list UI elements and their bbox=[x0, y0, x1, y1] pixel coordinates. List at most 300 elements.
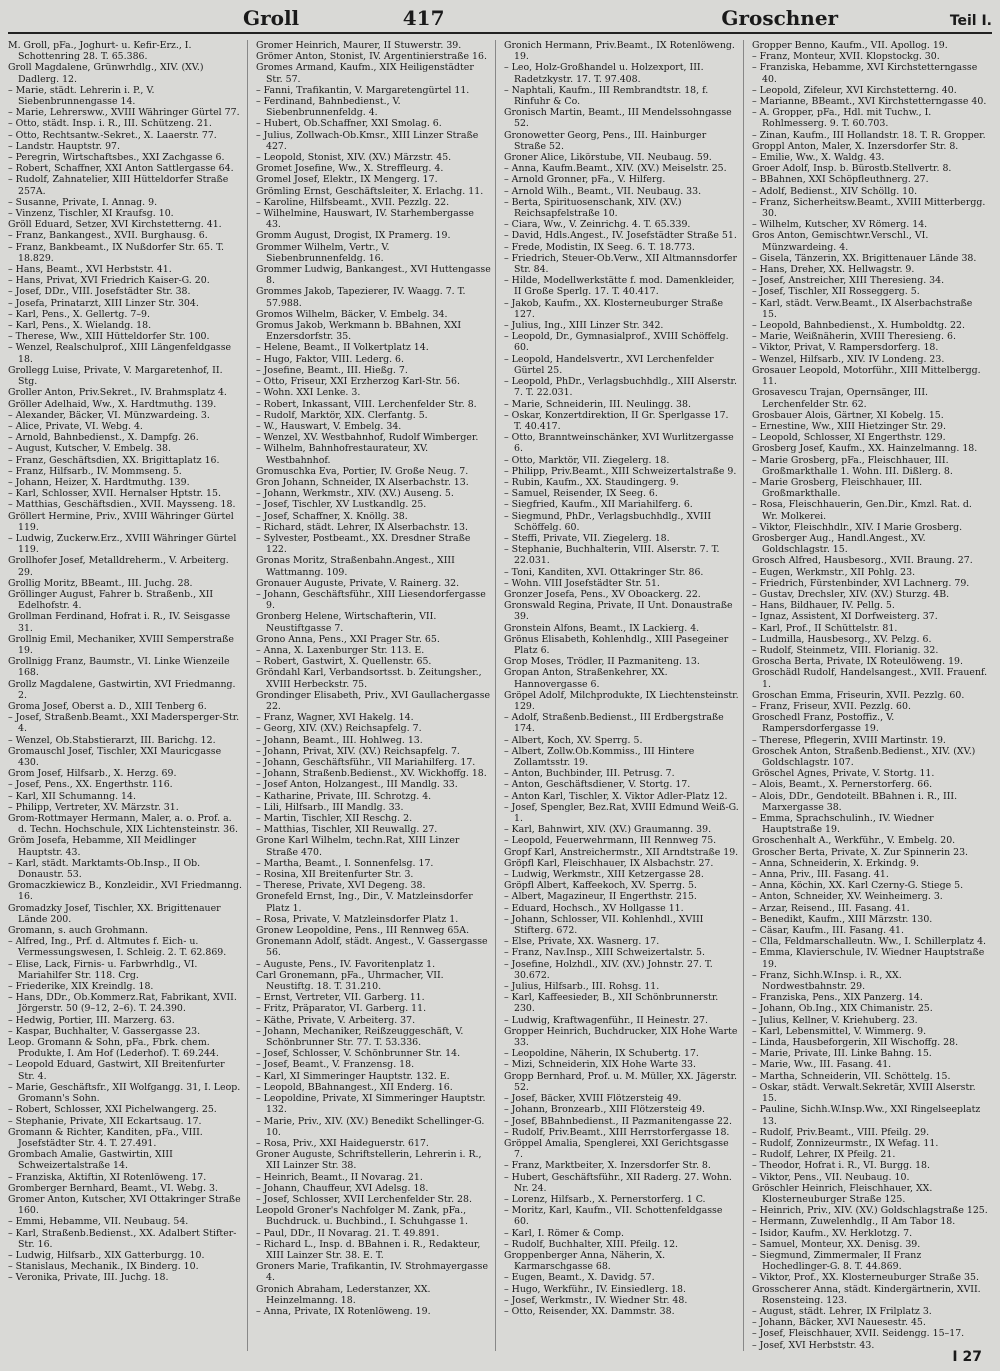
directory-entry: – Hugo, Faktor, VIII. Lederg. 6. bbox=[256, 353, 404, 365]
directory-entry: – Anna, Kaufm.Beamt., XIV. (XV.) Meiselstr. 25. bbox=[504, 163, 727, 175]
directory-entry: – Marianne, BBeamt., XVI Kirchstetterngasse 40. bbox=[752, 96, 987, 108]
directory-entry: – Lorenz, Hilfsarb., X. Pernerstorferg. 1 C. bbox=[504, 1193, 706, 1205]
directory-entry: – Rudolf, Priv.Beamt., XIII Herrstorfergasse 18. bbox=[504, 1126, 730, 1138]
directory-entry: – Anton Karl, Tischler, X. Viktor Adler-Platz 12. bbox=[504, 790, 728, 802]
directory-entry: – Stephanie, Buchhalterin, VIII. Alserstr. 7. T. 22.031. bbox=[504, 544, 720, 567]
directory-entry: – Rosa, Fleischhauerin, Gen.Dir., Kmzl. Rat. d. Wr. Molkerei. bbox=[752, 499, 972, 522]
directory-entry: – Josef, Schlosser, XVII Lerchenfelder Str. 28. bbox=[256, 1193, 472, 1205]
directory-entry: – Zinan, Kaufm., III Hollandstr. 18. T. R. Gropper. bbox=[752, 129, 986, 141]
directory-entry: – Else, Private, XX. Wasnerg. 17. bbox=[504, 936, 660, 948]
directory-entry: Gromet Josefine, Ww., X. Streffleurg. 4. bbox=[256, 163, 444, 175]
directory-entry: – Franz, Bankangest., XVII. Burghausg. 6. bbox=[8, 230, 208, 242]
directory-entry: Gronemann Adolf, städt. Angest., V. Gassergasse 56. bbox=[256, 936, 488, 959]
directory-entry: – Marie, Ww., III. Fasang. 41. bbox=[752, 1059, 892, 1071]
directory-entry: – Hubert, Geschäftsführ., XII Raderg. 27. Wohn. Nr. 24. bbox=[504, 1171, 732, 1194]
directory-entry: Gromes Armand, Kaufm., XIX Heiligenstädter Str. 57. bbox=[256, 62, 474, 85]
directory-entry: Gröll Eduard, Setzer, XVI Kirchstetterng. 41. bbox=[8, 219, 222, 231]
directory-entry: – Robert, Gastwirt, X. Quellenstr. 65. bbox=[256, 656, 432, 668]
directory-entry: Gromaczkiewicz B., Konzleidir., XVI Friedmanng. 16. bbox=[8, 880, 243, 903]
directory-entry: – Marie, Schneiderin, III. Neulingg. 38. bbox=[504, 398, 691, 410]
directory-entry: – Anton, Geschäftsdiener, V. Stortg. 17. bbox=[504, 779, 691, 791]
directory-entry: Groschan Emma, Friseurin, XVII. Pezzlg. 60. bbox=[752, 689, 965, 701]
directory-entry: Grollig Moritz, BBeamt., III. Juchg. 28. bbox=[8, 577, 193, 589]
directory-entry: – Johann, Geschäftsführ., XIII Liesendorfergasse 9. bbox=[256, 588, 486, 612]
directory-entry: – Adolf, Straßenb.Bedienst., III Erdbergstraße 174. bbox=[504, 712, 724, 735]
directory-entry: – Josef, Schaffner, X. Knöllg. 38. bbox=[256, 510, 408, 522]
directory-entry: – Martin, Tischler, XII Reschg. 2. bbox=[256, 813, 413, 825]
directory-entry: – Heinrich, Priv., XIV. (XV.) Goldschlagstraße 125. bbox=[752, 1205, 988, 1217]
directory-entry: – Emilie, Ww., X. Waldg. 43. bbox=[752, 152, 885, 164]
directory-entry: – Karl, Schlosser, XVII. Hernalser Hptstr. 15. bbox=[8, 488, 221, 500]
header-last-name: Groschner bbox=[721, 6, 839, 30]
directory-entry: – Karl, Kaffeesieder, B., XII Schönbrunnerstr. 230. bbox=[504, 992, 719, 1015]
directory-entry: – Fanni, Trafikantin, V. Margaretengürtel 11. bbox=[256, 84, 470, 96]
directory-entry: Grönus Elisabeth, Kohlenhdlg., XIII Pasegeiner Platz 6. bbox=[504, 633, 729, 656]
directory-entry: – Eugen, Beamt., X. Davidg. 57. bbox=[504, 1272, 655, 1284]
directory-entry: – Hedwig, Portier, III. Marzerg. 63. bbox=[8, 1014, 175, 1026]
directory-entry: – Otto, Branntweinschänker, XVI Wurlitzergasse 6. bbox=[504, 432, 734, 455]
directory-entry: – Alfred, Ing., Prf. d. Altmutes f. Eich- u. Vermessungswesen, I. Schleig. 2. T. 62.869. bbox=[8, 936, 227, 959]
directory-entry: – Leopold, Feuerwehrmann, III Rennweg 75. bbox=[504, 835, 717, 847]
directory-entry: – Franz, Monteur, XVII. Klopstockg. 30. bbox=[752, 51, 940, 63]
directory-entry: Groller Anton, Priv.Sekret., IV. Brahmsplatz 4. bbox=[8, 387, 227, 399]
directory-entry: – Karl, Pens., X. Wielandg. 18. bbox=[8, 320, 152, 332]
column-2 bbox=[256, 40, 496, 1351]
directory-entry: – Leopoldine, Private, XI Simmeringer Hauptstr. 132. bbox=[256, 1093, 486, 1116]
directory-entry: – Arnold Wilh., Beamt., VII. Neubaug. 33. bbox=[504, 185, 702, 197]
directory-entry: – August, Kutscher, V. Embelg. 38. bbox=[8, 443, 171, 455]
directory-entry: – Albert, Magazineur, II Engerthstr. 215. bbox=[504, 891, 697, 903]
directory-entry: Gropan Anton, Straßenkehrer, XX. Hannovergasse 6. bbox=[504, 667, 668, 690]
directory-entry: – Leopold, Handelsvertr., XVI Lerchenfelder Gürtel 25. bbox=[504, 353, 714, 376]
directory-entry: – Benedikt, Kaufm., XIII Märzstr. 130. bbox=[752, 913, 933, 925]
directory-entry: – Rosa, Priv., XXI Haideguerstr. 617. bbox=[256, 1137, 429, 1149]
directory-entry: – Matthias, Geschäftsdien., XVII. Maysseng. 18. bbox=[8, 499, 236, 511]
directory-entry: Groschedl Franz, Postoffiz., V. Rampersdorfergasse 19. bbox=[752, 712, 895, 735]
directory-entry: Groschädl Rudolf, Handelsangest., XVII. Frauenf. 1. bbox=[752, 667, 988, 690]
directory-entry: – Cäsar, Kaufm., III. Fasang. 41. bbox=[752, 925, 905, 937]
directory-entry: – Rudolf, Buchhalter, XIII. Pfeilg. 12. bbox=[504, 1238, 679, 1250]
directory-entry: Gropper Benno, Kaufm., VII. Apollog. 19. bbox=[752, 40, 948, 51]
directory-entry: – Gisela, Tänzerin, XX. Brigittenauer Lände 38. bbox=[752, 252, 977, 264]
directory-entry: Groer Adolf, Insp. b. Bürostb.Stellvertr. 8. bbox=[752, 163, 952, 175]
directory-entry: – Naphtali, Kaufm., III Rembrandtstr. 18, f. Rinfuhr & Co. bbox=[504, 84, 709, 108]
directory-entry: – Josef, Pens., XX. Engerthstr. 116. bbox=[8, 779, 173, 791]
directory-entry: Gromer Heinrich, Maurer, II Stuwerstr. 39. bbox=[256, 40, 462, 51]
directory-entry: – Karl, I. Römer & Comp. bbox=[504, 1227, 624, 1239]
directory-entry: – Johann, Beamt., III. Hohlweg. 13. bbox=[256, 734, 423, 746]
directory-entry: – Franz, Sichh.W.Insp. i. R., XX. Nordwestbahnstr. 29. bbox=[752, 969, 902, 993]
directory-entry: – Samuel, Reisender, IX Seeg. 6. bbox=[504, 488, 658, 500]
directory-entry: Grollegg Luise, Private, V. Margaretenhof, II. Stg. bbox=[8, 364, 223, 388]
column-3 bbox=[504, 40, 744, 1351]
directory-entry: Grommer Wilhelm, Vertr., V. Siebenbrunnenfeldg. 16. bbox=[256, 241, 390, 264]
directory-entry: – Wenzel, XV. Westbahnhof, Rudolf Wimberger. bbox=[256, 432, 479, 444]
directory-entry: – Marie, Lehrersww., XVIII Währinger Gürtel 77. bbox=[8, 107, 240, 119]
directory-entry: – Wohn. VIII Josefstädter Str. 51. bbox=[504, 577, 660, 589]
directory-entry: Gronowetter Georg, Pens., III. Hainburger Straße 52. bbox=[504, 129, 707, 152]
directory-entry: – Josef, Spengler, Bez.Rat, XVIII Edmund Weiß-G. 1. bbox=[504, 801, 739, 825]
directory-entry: Grom-Rottmayer Hermann, Maler, a. o. Prof. a. d. Techn. Hochschule, XIX Lichtensteinstr. 36. bbox=[8, 813, 239, 836]
directory-entry: – Josef, Tischler, XV Lustkandlg. 25. bbox=[256, 499, 427, 511]
directory-entry: Grono Anna, Pens., XXI Prager Str. 65. bbox=[256, 633, 440, 645]
directory-entry: – Leopold, Dr., Gymnasialprof., XVIII Schöffelg. 60. bbox=[504, 331, 729, 354]
directory-entry: Gropp Bernhard, Prof. u. M. Müller, XX. Jägerstr. 52. bbox=[504, 1070, 737, 1093]
volume-part: Teil I. bbox=[949, 13, 992, 29]
directory-entry: – Hermann, Zuwelenhdlg., II Am Tabor 18. bbox=[752, 1216, 956, 1228]
directory-entry: – Anton, Buchbinder, III. Petrusg. 7. bbox=[504, 768, 675, 780]
directory-entry: Gröpel Adolf, Milchprodukte, IX Liechtensteinstr. 129. bbox=[504, 689, 739, 712]
directory-entry: Gronich Abraham, Lederstanzer, XX. Heinzelmanng. 18. bbox=[256, 1283, 431, 1306]
directory-entry: Groner Auguste, Schriftstellerin, Lehrerin i. R., XII Lainzer Str. 38. bbox=[256, 1149, 482, 1172]
directory-entry: – Viktor, Privat, V. Rampersdorferg. 18. bbox=[752, 342, 939, 354]
directory-entry: – Franz, Nav.Insp., XIII Schweizertalstr. 5. bbox=[504, 947, 705, 959]
directory-entry: – Hugo, Werkführ., IV. Einsiedlerg. 18. bbox=[504, 1283, 686, 1295]
directory-entry: – Karl, XI Simmeringer Hauptstr. 132. E. bbox=[256, 1070, 450, 1082]
page-header bbox=[8, 6, 992, 34]
directory-entry: – Peregrin, Wirtschaftsbes., XXI Zachgasse 6. bbox=[8, 152, 225, 164]
directory-entry: Gröschel Agnes, Private, V. Stortg. 11. bbox=[752, 768, 935, 780]
directory-entry: Gröpfl Karl, Fleischhauer, IX Alsbachstr. 27. bbox=[504, 857, 714, 869]
directory-entry: – Josef, DDr., VIII. Josefstädter Str. 38. bbox=[8, 286, 191, 298]
directory-entry: – Josef, Straßenb.Beamt., XXI Madersperger-Str. 4. bbox=[8, 712, 240, 735]
directory-entry: – Käthe, Private, V. Arbeiterg. 37. bbox=[256, 1014, 416, 1026]
directory-entry: – Eugen, Werkmstr., XII Pohlg. 23. bbox=[752, 566, 916, 578]
directory-entry: – Alois, Beamt., X. Pernerstorferg. 66. bbox=[752, 779, 933, 791]
directory-entry: Grosberg Josef, Kaufm., XX. Hainzelmanng. 18. bbox=[752, 443, 978, 455]
directory-entry: – Robert, Schaffner, XXI Anton Sattlergasse 64. bbox=[8, 163, 234, 175]
directory-entry: – Johann, Geschäftsführ., VII Mariahilferg. 17. bbox=[256, 757, 476, 768]
directory-entry: – Josefine, Beamt., III. Hießg. 7. bbox=[256, 364, 408, 376]
directory-entry: – Martha, Schneiderin, VII. Schöttelg. 15. bbox=[752, 1070, 951, 1082]
directory-entry: Grommer Ludwig, Bankangest., XVI Huttengasse 8. bbox=[256, 264, 491, 287]
directory-entry: – Josef, Beamt., V. Franzensg. 18. bbox=[256, 1059, 415, 1071]
directory-entry: Grop Moses, Trödler, II Pazmaniteng. 13. bbox=[504, 656, 700, 668]
directory-entry: – Kaspar, Buchhalter, V. Gassergasse 23. bbox=[8, 1025, 201, 1037]
directory-entry: – Stanislaus, Mechanik., IX Binderg. 10. bbox=[8, 1261, 199, 1273]
directory-entry: – Johann, Schlosser, VII. Kohlenhdl., XVIII Stifterg. 672. bbox=[504, 913, 704, 937]
directory-entry: – Oskar, Konzertdirektion, II Gr. Sperlgasse 17. T. 40.417. bbox=[504, 409, 729, 432]
directory-entry: Gromus Jakob, Werkmann b. BBahnen, XXI Enzersdorfstr. 35. bbox=[256, 320, 462, 343]
directory-entry: Gromel Josef, Elektr., IX Mengerg. 17. bbox=[256, 174, 438, 186]
directory-entry: – Ignaz, Assistent, XI Dorfweisterg. 37. bbox=[752, 611, 938, 623]
directory-entry: – Auguste, Pens., IV. Favoritenplatz 1. bbox=[256, 958, 436, 970]
directory-entry: Gröpfl Albert, Kaffeekoch, XV. Sperrg. 5. bbox=[504, 880, 697, 892]
directory-entry: – Paul, DDr., II Novarag. 21. T. 49.891. bbox=[256, 1227, 440, 1239]
directory-entry: – Adolf, Bedienst., XIV Schöllg. 10. bbox=[752, 185, 918, 197]
directory-entry: – Ludwig, Kraftwagenführ., II Heinestr. 27. bbox=[504, 1014, 708, 1026]
directory-entry: – Josef, XVI Herbststr. 43. bbox=[752, 1339, 875, 1351]
directory-entry: – Viktor, Prof., XX. Klosterneuburger Straße 35. bbox=[752, 1272, 979, 1284]
directory-entry: – Leopoldine, Näherin, IX Schubertg. 17. bbox=[504, 1048, 699, 1060]
directory-entry: – Ernst, Vertreter, VII. Garberg. 11. bbox=[256, 992, 425, 1004]
directory-entry: – Josef, Schlosser, V. Schönbrunner Str. 14. bbox=[256, 1048, 461, 1060]
directory-entry: Gros Anton, Gemischtwr.Verschl., VI. Münzwardeing. 4. bbox=[752, 230, 929, 253]
directory-entry: – Emma, Klavierschule, IV. Wiedner Hauptstraße 19. bbox=[752, 947, 985, 970]
directory-entry: – Hubert, Ob.Schaffner, XXI Smolag. 6. bbox=[256, 118, 442, 130]
directory-entry: Gröndahl Karl, Verbandsortsst. b. Zeitungsher., XVIII Herbeckstr. 75. bbox=[256, 667, 482, 690]
directory-entry: Grömer Anton, Stonist, IV. Argentinierstraße 16. bbox=[256, 51, 487, 63]
directory-entry: – Steffi, Private, VII. Ziegelerg. 18. bbox=[504, 532, 670, 544]
directory-entry: Gröm Josefa, Hebamme, XII Meidlinger Hauptstr. 43. bbox=[8, 835, 197, 858]
directory-entry: – Theodor, Hofrat i. R., VI. Burgg. 18. bbox=[752, 1160, 930, 1172]
directory-entry: – Wenzel, Realschulprof., XIII Längenfeldgasse 18. bbox=[8, 342, 232, 365]
directory-entry: – Franziska, Hebamme, XVI Kirchstetterngasse 40. bbox=[752, 62, 978, 85]
directory-entry: – Johann, Bäcker, XVI Nauesestr. 45. bbox=[752, 1317, 926, 1329]
directory-entry: – Josefine, Holzhdl., XIV. (XV.) Johnstr. 27. T. 30.672. bbox=[504, 958, 713, 981]
directory-entry: – Hans, Dreher, XX. Hellwagstr. 9. bbox=[752, 264, 915, 276]
directory-entry: – Alice, Private, VI. Webg. 4. bbox=[8, 420, 143, 432]
directory-entry: – Eduard, Hochsch., XV Hollgasse 11. bbox=[504, 902, 684, 914]
directory-entry: – Helene, Beamt., II Volkertplatz 14. bbox=[256, 342, 429, 354]
directory-entry: Gromuschka Eva, Portier, IV. Große Neug. 7. bbox=[256, 465, 469, 477]
directory-entry: M. Groll, pFa., Joghurt- u. Kefir-Erz., I. Schottenring 28. T. 65.386. bbox=[8, 40, 192, 63]
directory-entry: Grommes Jakob, Tapezierer, IV. Waagg. 7. T. 57.988. bbox=[256, 286, 466, 309]
directory-entry: – Richard, städt. Lehrer, IX Alserbachstr. 13. bbox=[256, 521, 468, 533]
directory-entry: – Gustav, Drechsler, XIV. (XV.) Sturzg. 4B. bbox=[752, 588, 950, 600]
directory-entry: – Anna, Private, IX Rotenlöweng. 19. bbox=[256, 1305, 431, 1317]
directory-entry: Carl Gronemann, pFa., Uhrmacher, VII. Neustiftg. 18. T. 31.210. bbox=[256, 969, 444, 993]
directory-entry: – W., Hauswart, V. Embelg. 34. bbox=[256, 420, 402, 432]
directory-entry: – Ernestine, Ww., XIII Hietzinger Str. 29. bbox=[752, 420, 946, 432]
directory-entry: – Franz, Friseur, XVII. Pezzlg. 60. bbox=[752, 700, 911, 712]
directory-entry: – David, Hdls.Angest., IV. Josefstädter Straße 51. bbox=[504, 230, 737, 242]
directory-entry: – Therese, Pflegerin, XVIII Martinstr. 19. bbox=[752, 734, 946, 746]
directory-entry: – Karl, XII Schumanng. 14. bbox=[8, 790, 136, 802]
directory-entry: – Ludwig, Zuckerw.Erz., XVIII Währinger Gürtel 119. bbox=[8, 532, 237, 556]
directory-entry: Gröschler Heinrich, Fleischhauer, XX. Klosterneuburger Straße 125. bbox=[752, 1182, 933, 1205]
directory-entry: – Julius, Ing., XIII Linzer Str. 342. bbox=[504, 320, 664, 332]
directory-entry: – Linda, Hausbeforgerin, XII Wischoffg. 28. bbox=[752, 1037, 959, 1049]
directory-entry: – A. Gropper, pFa., Hdl. mit Tuchw., I. Rohlmesserg. 9. T. 60.703. bbox=[752, 107, 932, 130]
directory-entry: – Marie Grosberg, pFa., Fleischhauer, III. Großmarkthalle 1. Wohn. III. Dißlerg. 8. bbox=[752, 454, 953, 477]
directory-entry: – Ferdinand, Bahnbedienst., V. Siebenbrunnenfeldg. 4. bbox=[256, 96, 401, 119]
directory-entry: Gromberger Bernhard, Beamt., VI. Webg. 3. bbox=[8, 1182, 218, 1194]
directory-entry: Groll Magdalene, Grünwrhdlg., XIV. (XV.) Dadlerg. 12. bbox=[8, 62, 204, 85]
directory-entry: – Marie Grosberg, Fleischhauer, III. Großmarkthalle. bbox=[752, 476, 923, 500]
directory-entry: Gröllert Hermine, Priv., XVIII Währinger Gürtel 119. bbox=[8, 510, 234, 533]
directory-entry: Grondinger Elisabeth, Priv., XVI Gaullachergasse 22. bbox=[256, 689, 491, 712]
directory-entry: – Albert, Zollw.Ob.Kommiss., III Hintere Zollamtsstr. 19. bbox=[504, 745, 695, 768]
directory-entry: – Philipp, Vertreter, XV. Märzstr. 31. bbox=[8, 801, 179, 813]
directory-entry: Groners Marie, Trafikantin, IV. Strohmayergasse 4. bbox=[256, 1261, 489, 1284]
directory-entry: Groma Josef, Oberst a. D., XIII Tenberg 6. bbox=[8, 700, 207, 712]
directory-entry: Grosauer Leopold, Motorführ., XIII Mittelbergg. 11. bbox=[752, 364, 981, 388]
directory-entry: – Heinrich, Beamt., II Novarag. 21. bbox=[256, 1171, 423, 1183]
directory-entry: Gromos Wilhelm, Bäcker, V. Embelg. 34. bbox=[256, 308, 448, 320]
directory-entry: – Josef, BBahnbedienst., II Pazmanitengasse 22. bbox=[504, 1115, 732, 1127]
directory-entry: – Landstr. Hauptstr. 97. bbox=[8, 140, 120, 152]
directory-entry: Gröllinger August, Fahrer b. Straßenb., XII Edelhofstr. 4. bbox=[8, 588, 214, 612]
directory-entry: – Georg, XIV. (XV.) Reichsapfelg. 7. bbox=[256, 723, 422, 735]
directory-entry: – Emmi, Hebamme, VII. Neubaug. 54. bbox=[8, 1216, 189, 1228]
column-4 bbox=[752, 40, 992, 1351]
directory-entry: Leop. Gromann & Sohn, pFa., Fbrk. chem. Produkte, I. Am Hof (Lederhof). T. 69.244. bbox=[8, 1037, 219, 1060]
directory-entry: Gronich Hermann, Priv.Beamt., IX Rotenlöweng. 19. bbox=[504, 40, 735, 63]
directory-entry: – Wilhelm, Bahnhofrestaurateur, XV. Westbahnhof. bbox=[256, 443, 429, 466]
directory-entry: – Hilde, Modellwerkstätte f. mod. Damenkleider, II Große Sperlg. 17. T. 40.417. bbox=[504, 275, 735, 298]
directory-entry: – Jakob, Kaufm., XX. Klosterneuburger Straße 127. bbox=[504, 297, 724, 320]
directory-entry: Gropper Heinrich, Buchdrucker, XIX Hohe Warte 33. bbox=[504, 1025, 738, 1049]
directory-entry: – Franz, Wagner, XVI Hakelg. 14. bbox=[256, 712, 414, 724]
directory-entry: Gropf Karl, Anstreichermstr., XII Arndtstraße 19. bbox=[504, 846, 739, 858]
directory-entry: – Berta, Spirituosenschank, XIV. (XV.) Reichsapfelstraße 10. bbox=[504, 196, 682, 220]
directory-entry: – Fritz, Präparator, VI. Garberg. 11. bbox=[256, 1003, 427, 1015]
directory-entry: – Karl, Straßenb.Bedienst., XX. Adalbert Stifter-Str. 16. bbox=[8, 1227, 237, 1250]
directory-entry: – Friedrich, Fürstenbinder, XVI Lachnerg. 79. bbox=[752, 577, 970, 589]
directory-entry: – Karl, Bahnwirt, XIV. (XV.) Graumanng. 39. bbox=[504, 824, 712, 836]
directory-entry: – Arzar, Reisend., III. Fasang. 41. bbox=[752, 902, 910, 914]
directory-entry: – Veronika, Private, III. Juchg. 18. bbox=[8, 1272, 169, 1284]
directory-entry: – Rudolf, Steinmetz, VIII. Florianig. 32. bbox=[752, 644, 939, 656]
directory-entry: – Hans, Privat, XVI Friedrich Kaiser-G. 20. bbox=[8, 275, 210, 287]
directory-entry: Gronas Moritz, Straßenbahn.Angest., XIII Wattmanng. 109. bbox=[256, 555, 455, 578]
directory-entry: – Siegmund, PhDr., Verlagsbuchhdlg., XVIII Schöffelg. 60. bbox=[504, 510, 712, 533]
directory-entry: – Johann, Straßenb.Bedienst., XV. Wickhoffg. 18. bbox=[256, 768, 487, 780]
directory-entry: – Samuel, Monteur, XX. Denisg. 39. bbox=[752, 1238, 921, 1250]
directory-entry: – Friedrich, Steuer-Ob.Verw., XII Altmannsdorfer Str. 84. bbox=[504, 252, 737, 276]
directory-entry: – Johann, Mechaniker, Reißzeuggeschäft, V. Schönbrunner Str. 77. T. 53.336. bbox=[256, 1025, 464, 1049]
directory-entry: – Franziska, Pens., XIX Panzerg. 14. bbox=[752, 992, 923, 1004]
directory-entry: – Robert, Inkassant, VIII. Lerchenfelder Str. 8. bbox=[256, 398, 477, 410]
directory-entry: – Ludwig, Werkmstr., XIII Ketzergasse 28. bbox=[504, 869, 704, 881]
directory-entry: – Marie, Geschäftsfr., XII Wolfgangg. 31, I. Leop. Gromann's Sohn. bbox=[8, 1081, 241, 1105]
directory-entry: – Wohn. XXI Lenke. 3. bbox=[256, 387, 361, 399]
directory-entry: – Susanne, Private, I. Annag. 9. bbox=[8, 196, 158, 208]
directory-entry: – Isidor, Kaufm., XV. Herklotzg. 7. bbox=[752, 1227, 913, 1239]
directory-entry: – Anton, Schneider, XV. Weinheimerg. 3. bbox=[752, 891, 943, 903]
directory-entry: – Leopold, Bahnbedienst., X. Humboldtg. 22. bbox=[752, 320, 965, 332]
directory-entry: Groppl Anton, Maler, X. Inzersdorfer Str. 8. bbox=[752, 140, 959, 152]
directory-entry: – Ciara, Ww., V. Zeinrichg. 4. T. 65.339. bbox=[504, 219, 691, 231]
directory-entry: – Rosa, Private, V. Matzleinsdorfer Platz 1. bbox=[256, 913, 459, 925]
directory-entry: – Karl, Lebensmittel, V. Wimmerg. 9. bbox=[752, 1025, 927, 1037]
directory-entry: – Leopold Eduard, Gastwirt, XII Breitenfurter Str. 4. bbox=[8, 1059, 225, 1082]
directory-entry: – Karl, Prof., II Schüttelstr. 81. bbox=[752, 622, 898, 634]
directory-entry: – Elise, Lack, Firnis- u. Farbwrhdlg., VI. Mariahilfer Str. 118. Crg. bbox=[8, 958, 198, 981]
directory-entry: – Martha, Beamt., I. Sonnenfelsg. 17. bbox=[256, 857, 434, 869]
directory-entry: – Stephanie, Private, XII Eckartsaug. 17. bbox=[8, 1115, 202, 1127]
directory-entry: – Viktor, Fleischhdlr., XIV. I Marie Grosberg. bbox=[752, 521, 963, 533]
directory-entry: – Hans, DDr., Ob.Kommerz.Rat, Fabrikant, XVII. Jörgerstr. 50 (9–12, 2–6). T. 24.390. bbox=[8, 992, 237, 1015]
directory-entry: – Viktor, Pens., VII. Neubaug. 10. bbox=[752, 1171, 910, 1183]
directory-entry: – Karl, städt. Verw.Beamt., IX Alserbachstraße 15. bbox=[752, 297, 973, 320]
directory-entry: – Karoline, Hilfsbeamt., XVII. Pezzlg. 22. bbox=[256, 196, 450, 208]
directory-entry: – Hans, Bildhauer, IV. Pellg. 5. bbox=[752, 600, 895, 612]
directory-entry: – Rudolf, Zahnatelier, XIII Hütteldorfer Straße 257A. bbox=[8, 174, 229, 197]
directory-entry: – Marie, Priv., XIV. (XV.) Benedikt Schellinger-G. 10. bbox=[256, 1115, 485, 1138]
directory-entry: Gromadzky Josef, Tischler, XX. Brigittenauer Lände 200. bbox=[8, 902, 221, 925]
directory-entry: Grosavescu Trajan, Opernsänger, III. Lerchenfelder Str. 62. bbox=[752, 387, 928, 410]
directory-entry: Grosch Alfred, Hausbesorg., XVII. Braung. 27. bbox=[752, 555, 973, 567]
directory-entry: – Johann, Bronzearb., XIII Flötzersteig 49. bbox=[504, 1104, 705, 1116]
directory-entry: – Otto, Friseur, XXI Erzherzog Karl-Str. 56. bbox=[256, 376, 460, 388]
directory-entry: Groscher Berta, Private, X. Zur Spinnerin 23. bbox=[752, 846, 969, 858]
directory-entry: Gronew Leopoldine, Pens., III Rennweg 65A. bbox=[256, 925, 470, 937]
directory-entry: – Franz, Marktbeiter, X. Inzersdorfer Str. 8. bbox=[504, 1160, 711, 1172]
directory-entry: – Josefa, Prinatarzt, XIII Linzer Str. 304. bbox=[8, 297, 199, 309]
directory-entry: – Leopold, PhDr., Verlagsbuchhdlg., XIII Alserstr. 7. T. 22.031. bbox=[504, 376, 737, 399]
directory-entry: – Franz, Bankbeamt., IX Nußdorfer Str. 65. T. 18.829. bbox=[8, 241, 224, 264]
directory-entry: – Clla, Feldmarschalleutn. Ww., I. Schillerplatz 4. bbox=[752, 936, 987, 948]
directory-entry: – Josef, Anstreicher, XIII Theresieng. 34. bbox=[752, 275, 945, 287]
directory-entry: – Moritz, Karl, Kaufm., VII. Schottenfeldgasse 60. bbox=[504, 1205, 723, 1228]
directory-entry: Groschek Anton, Straßenb.Bedienst., XIV. (XV.) Goldschlagstr. 107. bbox=[752, 745, 976, 768]
directory-entry: – Sylvester, Postbeamt., XX. Dresdner Straße 122. bbox=[256, 532, 471, 556]
directory-entry: Gröller Adelhaid, Ww., X. Hardtmuthg. 139. bbox=[8, 398, 217, 410]
page-footer-signature: I 27 bbox=[952, 1349, 982, 1365]
directory-entry: – Otto, Reisender, XX. Dammstr. 38. bbox=[504, 1305, 675, 1317]
directory-entry: – Rosina, XII Breitenfurter Str. 3. bbox=[256, 869, 414, 881]
directory-entry: – Josef Anton, Holzangest., III Mandlg. 33. bbox=[256, 779, 458, 791]
directory-entry: – Rudolf, Lehrer, IX Pfeilg. 21. bbox=[752, 1149, 896, 1161]
directory-entry: Gronefeld Ernst, Ing., Dir., V. Matzleinsdorfer Platz 1. bbox=[256, 891, 473, 914]
directory-entry: – Wilhelmine, Hauswart, IV. Starhembergasse 43. bbox=[256, 208, 474, 231]
directory-entry: – Julius, Kellner, V. Kriehuberg. 23. bbox=[752, 1014, 918, 1026]
directory-entry: – Wenzel, Ob.Stabstierarzt, III. Barichg. 12. bbox=[8, 734, 216, 746]
directory-entry: Gromauschl Josef, Tischler, XXI Mauricgasse 430. bbox=[8, 745, 222, 768]
directory-entry: – Johann, Chauffeur, XVI Adelsg. 18. bbox=[256, 1182, 429, 1194]
directory-entry: Gronzer Josefa, Pens., XV Oboackerg. 22. bbox=[504, 588, 701, 600]
directory-entry: – Karl, städt. Marktamts-Ob.Insp., II Ob. Donaustr. 53. bbox=[8, 857, 201, 881]
directory-entry: – Otto, Rechtsantw.-Sekret., X. Laaerstr. 77. bbox=[8, 129, 217, 141]
directory-entry: – Hans, Beamt., XVI Herbststr. 41. bbox=[8, 264, 172, 276]
column-1 bbox=[8, 40, 248, 1351]
directory-entry: – Frede, Modistin, IX Seeg. 6. T. 18.773. bbox=[504, 241, 695, 253]
directory-entry: – BBahnen, XXI Schöpfleuthnerg. 27. bbox=[752, 174, 929, 186]
directory-entry: – Julius, Hilfsarb., III. Rohsg. 11. bbox=[504, 981, 660, 993]
directory-entry: – Alexander, Bäcker, VI. Münzwardeing. 3. bbox=[8, 409, 210, 421]
directory-entry: – Ludwig, Hilfsarb., XIX Gatterburgg. 10. bbox=[8, 1249, 205, 1261]
directory-entry: – Katharine, Private, III. Schrotzg. 4. bbox=[256, 790, 432, 802]
directory-entry: – Leopold, Stonist, XIV. (XV.) Märzstr. 45. bbox=[256, 152, 452, 164]
directory-entry: Groschenhalt A., Werkführ., V. Embelg. 20. bbox=[752, 835, 956, 847]
directory-entry: – Leo, Holz-Großhandel u. Holzexport, III. Radetzkystr. 17. T. 97.408. bbox=[504, 62, 704, 85]
directory-entry: – Robert, Schlosser, XXI Pichelwangerg. 25. bbox=[8, 1104, 217, 1116]
directory-entry: – Alois, DDr., Gendoteilt. BBahnen i. R., III. Marxergasse 38. bbox=[752, 790, 958, 813]
directory-entry: – Vinzenz, Tischler, XI Kraufsg. 10. bbox=[8, 208, 174, 220]
directory-entry: Grollnigg Franz, Baumstr., VI. Linke Wienzeile 168. bbox=[8, 656, 230, 679]
directory-entry: Gröppel Amalia, Spenglerei, XXI Gerichtsgasse 7. bbox=[504, 1137, 729, 1161]
directory-entry: Gronberg Helene, Wirtschafterin, VII. Neustiftgasse 7. bbox=[256, 611, 437, 634]
directory-entry: – Wilhelm, Kutscher, XV Römerg. 14. bbox=[752, 219, 928, 231]
directory-entry: – Anna, Schneiderin, X. Erkindg. 9. bbox=[752, 857, 919, 869]
directory-entry: Gronstein Alfons, Beamt., IX Lackierg. 4. bbox=[504, 622, 700, 634]
directory-entry: – Josef, Bäcker, XVIII Flötzersteig 49. bbox=[504, 1093, 682, 1105]
directory-entry: – Leopold, Zifeleur, XVI Kirchstetterng. 40. bbox=[752, 84, 957, 96]
header-first-name: Groll bbox=[243, 6, 300, 30]
directory-entry: – Ludmilla, Hausbesorg., XV. Pelzg. 6. bbox=[752, 633, 932, 645]
directory-entry: – Karl, Pens., X. Gellertg. 7–9. bbox=[8, 308, 150, 320]
directory-entry: – Johann, Ob.Ing., XIX Chimanistr. 25. bbox=[752, 1003, 933, 1015]
directory-entry: – Franziska, Aktiftin, XI Rotenlöweng. 17. bbox=[8, 1171, 207, 1183]
directory-entry: – Marie, Weißnäherin, XVIII Theresieng. 6. bbox=[752, 331, 956, 343]
directory-entry: – Josef, Tischler, XII Rosseggerg. 5. bbox=[752, 286, 920, 298]
directory-entry: Grollnig Emil, Mechaniker, XVIII Semperstraße 19. bbox=[8, 633, 234, 656]
directory-entry: Gronswald Regina, Private, II Unt. Donaustraße 39. bbox=[504, 600, 733, 623]
directory-entry: – Wenzel, Hilfsarb., XIV. IV Londeng. 23. bbox=[752, 353, 945, 365]
directory-entry: – Anna, Köchin, XX. Karl Czerny-G. Stiege 5. bbox=[752, 880, 964, 892]
directory-entry: – Marie, Private, III. Linke Bahng. 15. bbox=[752, 1048, 932, 1060]
directory-entry: – Otto, städt. Insp. i. R., III. Schützeng. 21. bbox=[8, 118, 212, 130]
directory-entry: – Julius, Zollwach-Ob.Kmsr., XIII Linzer Straße 427. bbox=[256, 129, 479, 152]
directory-entry: – Oskar, städt. Verwalt.Sekretär, XVIII Alserstr. 15. bbox=[752, 1081, 976, 1105]
directory-entry: Groscha Berta, Private, IX Roteulöweng. 19. bbox=[752, 656, 964, 668]
directory-entry: – Mizi, Schneiderin, XIX Hohe Warte 33. bbox=[504, 1059, 696, 1071]
directory-entry: – Emma, Sprachschulinh., IV. Wiedner Hauptstraße 19. bbox=[752, 813, 934, 836]
directory-entry: – Marie, städt. Lehrerin i. P., V. Siebenbrunnengasse 14. bbox=[8, 84, 155, 108]
directory-columns bbox=[8, 40, 992, 1351]
